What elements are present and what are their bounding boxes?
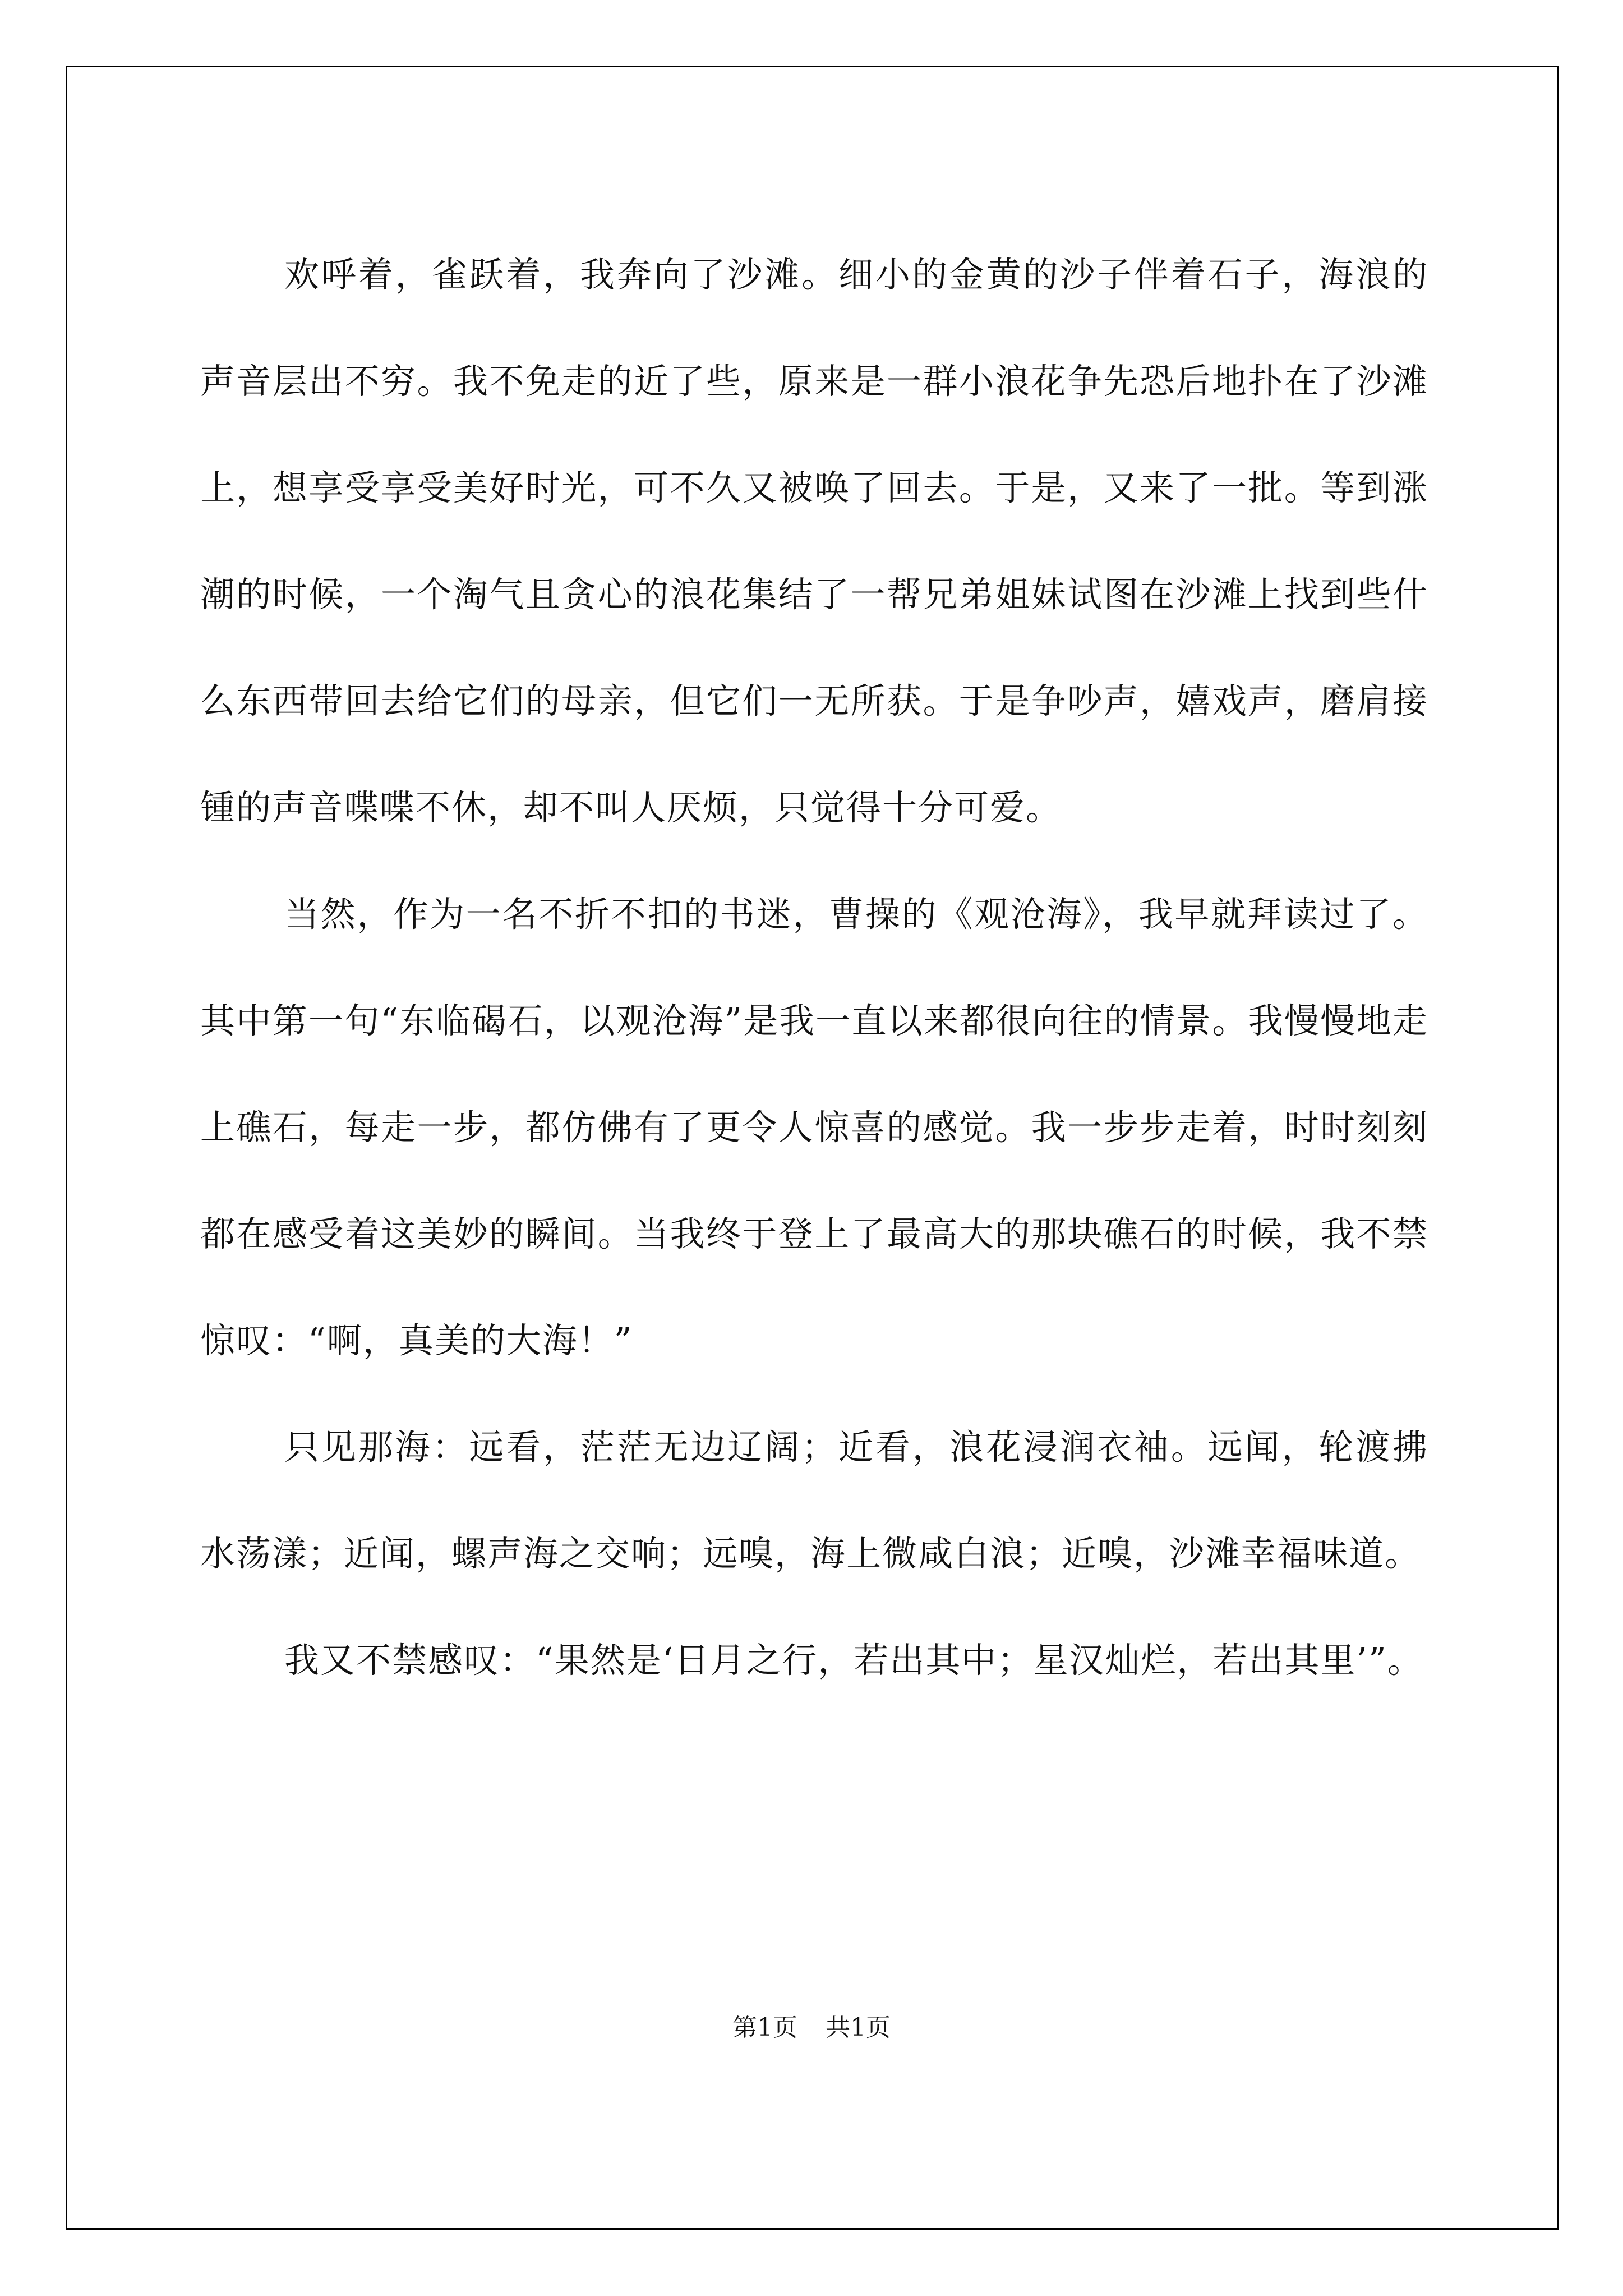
- document-body: [200, 222, 1428, 1714]
- paragraph-1: 欢呼着，雀跃着，我奔向了沙滩。细小的金黄的沙子伴着石子，海浪的声音层出不穷。我不免走的近了些，原来是一群小浪花争先恐后地扑在了沙滩上，想享受享受美好时光，可不久又被唤了回去。于是，又来了一批。等到涨潮的时候，一个淘气且贪心的浪花集结了一帮兄弟姐妹试图在沙滩上找到些什么东西带回去给它们的母亲，但它们一无所获。于是争吵声，嬉戏声，磨肩接锺的声音喋喋不休，却不叫人厌烦，只觉得十分可爱。: [200, 254, 1428, 828]
- page-footer: [0, 2011, 1623, 2045]
- paragraph-3: 只见那海：远看，茫茫无边辽阔；近看，浪花浸润衣袖。远闻，轮渡拂水荡漾；近闻，螺声海之交响；远嗅，海上微咸白浪；近嗅，沙滩幸福味道。: [200, 1427, 1428, 1574]
- paragraph-4: 我又不禁感叹：“果然是‘日月之行，若出其中；星汉灿烂，若出其里’”。: [284, 1640, 1423, 1681]
- paragraph-2: 当然，作为一名不折不扣的书迷，曹操的《观沧海》，我早就拜读过了。其中第一句“东临碣石，以观沧海”是我一直以来都很向往的情景。我慢慢地走上礁石，每走一步，都仿佛有了更令人惊喜的感觉。我一步步走着，时时刻刻都在感受着这美妙的瞬间。当我终于登上了最高大的那块礁石的时候，我不禁惊叹：“啊，真美的大海！”: [200, 894, 1428, 1361]
- page-total: 共1页: [826, 2013, 891, 2042]
- page-number: 第1页: [732, 2013, 797, 2042]
